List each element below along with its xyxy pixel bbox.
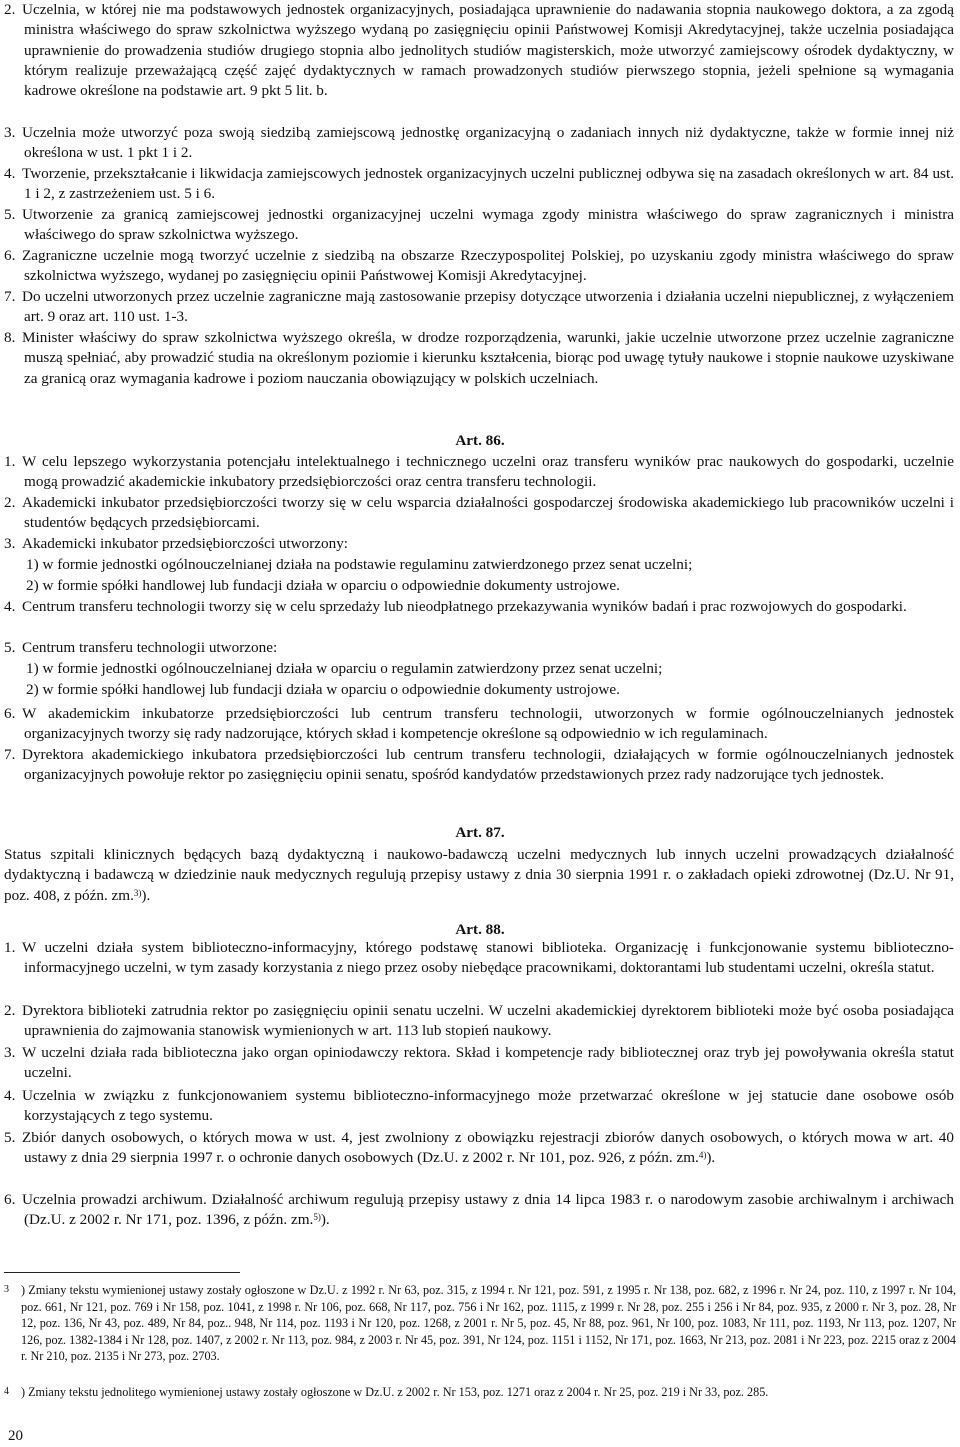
paragraph-number: 2. — [4, 1, 16, 18]
paragraph-number: 5. — [4, 639, 16, 656]
art86-paragraph-4 — [4, 597, 954, 617]
paragraph-number: 4. — [4, 598, 16, 615]
art86-paragraph-5 — [4, 638, 954, 658]
art86-p5-item-1: 1) w formie jednostki ogólnouczelnianej działa w oparciu o regulamin zatwierdzony przez senat uczelni; — [26, 660, 663, 677]
paragraph-number: 5. — [4, 1129, 16, 1146]
art86-p3-item-2: 2) w formie spółki handlowej lub fundacji działa w oparciu o odpowiednie dokumenty ustrojowe. — [26, 577, 620, 594]
art88-paragraph-6 — [4, 1190, 954, 1231]
paragraph-text: Dyrektora akademickiego inkubatora przedsiębiorczości lub centrum transferu technologii, działających w formie ogólnouczelnianych jednostek organizacyjnych powołuje rektor po zasięgnięciu opinii senatu, spośród kandydatów przedstawionych przez rady nadzorujące tych jednostek. — [22, 746, 954, 784]
paragraph-6 — [4, 246, 954, 287]
art86-paragraph-2 — [4, 493, 954, 534]
paragraph-text: Centrum transferu technologii tworzy się w celu sprzedaży lub nieodpłatnego przekazywania wyników badań i prac rozwojowych do gospodarki. — [22, 598, 907, 615]
paragraph-number: 6. — [4, 1191, 16, 1208]
article-86-heading: Art. 86. — [455, 432, 505, 449]
paragraph-number: 2. — [4, 1002, 16, 1019]
paragraph-body: Uczelnia prowadzi archiwum. Działalność archiwum regulują przepisy ustawy z dnia 14 lipca 1983 r. o narodowym zasobie archiwalnym i archiwach (Dz.U. z 2002 r. Nr 171, poz. 1396, z późn. zm. — [22, 1191, 954, 1229]
paragraph-number: 1. — [4, 453, 16, 470]
paragraph-text: Dyrektora biblioteki zatrudnia rektor po zasięgnięciu opinii senatu uczelni. W uczelni akademickiej dyrektorem biblioteki może być osoba posiadająca uprawnienia do zajmowania stanowisk wymienionych w art. 113 lub stopień naukowy. — [22, 1002, 954, 1040]
paragraph-body: Zbiór danych osobowych, o których mowa w ust. 4, jest zwolniony z obowiązku rejestracji zbiorów danych osobowych, o których mowa w art. 40 ustawy z dnia 29 sierpnia 1997 r. o ochronie danych osobowych (Dz.U. z 2002 r. Nr 101, poz. 926, z późn. zm. — [22, 1129, 954, 1167]
paragraph-7 — [4, 287, 954, 328]
art87-body: Status szpitali klinicznych będących bazą dydaktyczną i naukowo-badawczą uczelni medycznych lub innych uczelni prowadzących działalność dydaktyczną i badawczą w dziedzinie nauk medycznych regulują przepisy ustawy z dnia 30 sierpnia 1991 r. o zakładach opieki zdrowotnej (Dz.U. Nr 91, poz. 408, z późn. zm. — [4, 846, 954, 904]
paragraph-text: W uczelni działa rada biblioteczna jako organ opiniodawczy rektora. Skład i kompetencje rady bibliotecznej oraz tryb jej powoływania określa statut uczelni. — [22, 1044, 954, 1082]
footnote-ref-5[interactable]: 5) — [313, 1212, 321, 1223]
paragraph-5 — [4, 205, 954, 246]
paragraph-number: 7. — [4, 288, 16, 305]
art88-paragraph-5 — [4, 1128, 954, 1169]
art88-paragraph-2 — [4, 1001, 954, 1042]
paragraph-number: 4. — [4, 1087, 16, 1104]
paragraph-4 — [4, 164, 954, 205]
paragraph-text: W akademickim inkubatorze przedsiębiorczości lub centrum transferu technologii, utworzonych w formie ogólnouczelnianych jednostek organizacyjnych tworzy się rady nadzorujące, których skład i kompetencje określone są odpowiednio w ich regulaminach. — [22, 705, 954, 743]
paragraph-number: 5. — [4, 206, 16, 223]
paragraph-text: W uczelni działa system biblioteczno-informacyjny, którego podstawę stanowi biblioteka. Organizację i funkcjonowanie systemu biblioteczno-informacyjnego uczelni, w tym zasady korzystania z niego przez osoby niebędące pracownikami, doktorantami lub studentami uczelni, określa statut. — [22, 939, 954, 977]
paragraph-text: Akademicki inkubator przedsiębiorczości utworzony: — [22, 535, 349, 552]
article-87-heading: Art. 87. — [455, 824, 505, 841]
paragraph-text: Tworzenie, przekształcanie i likwidacja zamiejscowych jednostek organizacyjnych uczelni publicznej odbywa się na zasadach określonych w art. 84 ust. 1 i 2, z zastrzeżeniem ust. 5 i 6. — [22, 165, 954, 203]
art88-paragraph-3 — [4, 1043, 954, 1084]
paragraph-number: 6. — [4, 705, 16, 722]
art87-tail: ). — [141, 886, 151, 904]
art88-paragraph-4 — [4, 1086, 954, 1127]
art88-paragraph-1 — [4, 938, 954, 979]
art86-paragraph-3 — [4, 534, 954, 554]
art86-p3-item-1: 1) w formie jednostki ogólnouczelnianej działa na podstawie regulaminu zatwierdzonego przez senat uczelni; — [26, 556, 693, 573]
paragraph-8 — [4, 328, 954, 389]
paragraph-text: Uczelnia, w której nie ma podstawowych jednostek organizacyjnych, posiadająca uprawnienie do nadawania stopnia naukowego doktora, a za zgodą ministra właściwego do spraw szkolnictwa wyższego wydaną po zasięgnięciu opinii Państwowej Komisji Akredytacyjnej, także uczelnia posiadająca uprawnienie do prowadzenia studiów drugiego stopnia albo jednolitych studiów magisterskich, może utworzyć zamiejscowy ośrodek dydaktyczny, w którym realizuje przeważającą część zajęć dydaktycznych w ramach prowadzonych studiów pierwszego stopnia, jeżeli spełnione są wymagania kadrowe określone na podstawie art. 9 pkt 5 lit. b. — [22, 1, 954, 100]
paragraph-text: Uczelnia może utworzyć poza swoją siedzibą zamiejscową jednostkę organizacyjną o zadaniach innych niż dydaktyczne, także w formie innej niż określona w ust. 1 pkt 1 i 2. — [22, 124, 954, 162]
footnote-ref-4[interactable]: 4) — [698, 1150, 707, 1161]
paragraph-text: Do uczelni utworzonych przez uczelnie zagraniczne mają zastosowanie przepisy dotyczące utworzenia i działania uczelni niepublicznej, z wyłączeniem art. 9 oraz art. 110 ust. 1-3. — [22, 288, 954, 326]
footnote-separator — [4, 1272, 240, 1273]
paragraph-3 — [4, 123, 954, 164]
art86-paragraph-1 — [4, 452, 954, 493]
art86-paragraph-6 — [4, 704, 954, 745]
paragraph-tail: ). — [320, 1211, 330, 1229]
paragraph-number: 3. — [4, 1044, 16, 1061]
paragraph-text: Zagraniczne uczelnie mogą tworzyć uczelnie z siedzibą na obszarze Rzeczypospolitej Polskiej, po uzyskaniu zgody ministra właściwego do spraw szkolnictwa wyższego, wydanej po zasięgnięciu opinii Państwowej Komisji Akredytacyjnej. — [22, 247, 954, 285]
paragraph-number: 2. — [4, 494, 16, 511]
paragraph-text: W celu lepszego wykorzystania potencjału intelektualnego i technicznego uczelni oraz transferu wyników prac naukowych do gospodarki, uczelnie mogą prowadzić akademickie inkubatory przedsiębiorczości oraz centra transferu technologii. — [22, 453, 954, 491]
paragraph-text: Akademicki inkubator przedsiębiorczości tworzy się w celu wsparcia działalności gospodarczej środowiska akademickiego lub pracowników uczelni i studentów będących przedsiębiorcami. — [22, 494, 954, 532]
footnote-3 — [4, 1282, 956, 1365]
paragraph-text — [4, 1128, 954, 1169]
footnote-text: ) Zmiany tekstu jednolitego wymienionej ustawy zostały ogłoszone w Dz.U. z 2002 r. Nr 153, poz. 1271 oraz z 2004 r. Nr 25, poz. 219 i Nr 33, poz. 285. — [21, 1385, 769, 1399]
footnote-4 — [4, 1384, 956, 1401]
footnote-text: ) Zmiany tekstu wymienionej ustawy zostały ogłoszone w Dz.U. z 1992 r. Nr 63, poz. 315, z 1994 r. Nr 121, poz. 591, z 1995 r. Nr 138, poz. 682, z 1996 r. Nr 24, poz. 110, z 1997 r. Nr 104, poz. 661, Nr 121, poz. 769 i Nr 158, poz. 1041, z 1998 r. Nr 106, poz. 668, Nr 117, poz. 756 i Nr 162, poz. 1115, z 1999 r. Nr 28, poz. 255 i 256 i Nr 84, poz. 935, z 2000 r. Nr 3, poz. 28, Nr 12, poz. 136, Nr 43, poz. 489, Nr 84, poz.. 948, Nr 114, poz. 1193 i Nr 120, poz. 1268, z 2001 r. Nr 5, poz. 45, Nr 88, poz. 961, Nr 100, poz. 1083, Nr 111, poz. 1193, Nr 113, poz. 1207, Nr 126, poz. 1382-1384 i Nr 128, poz. 1407, z 2002 r. Nr 113, poz. 984, z 2003 r. Nr 45, poz. 391, Nr 124, poz. 1151 i 1152, Nr 171, poz. 1663, Nr 213, poz. 2081 i Nr 223, poz. 2215 oraz z 2004 r. Nr 210, poz. 2135 i Nr 273, poz. 2703. — [21, 1283, 956, 1364]
art86-paragraph-7 — [4, 745, 954, 786]
footnote-number: 3 — [4, 1284, 9, 1295]
paragraph-text: Utworzenie za granicą zamiejscowej jednostki organizacyjnej uczelni wymaga zgody ministra właściwego do spraw zagranicznych i ministra właściwego do spraw szkolnictwa wyższego. — [22, 206, 954, 244]
paragraph-number: 8. — [4, 329, 16, 346]
paragraph-number: 7. — [4, 746, 16, 763]
paragraph-number: 3. — [4, 124, 16, 141]
paragraph-text: Minister właściwy do spraw szkolnictwa wyższego określa, w drodze rozporządzenia, warunki, jakie uczelnie utworzone przez uczelnie zagraniczne muszą spełniać, aby prowadzić studia na określonym poziomie i kierunku kształcenia, biorąc pod uwagę tytuły naukowe i stopnie naukowe uzyskiwane za granicą oraz wymagania kadrowe i poziom nauczania obowiązujący w polskich uczelniach. — [22, 329, 954, 387]
footnote-number: 4 — [4, 1386, 9, 1397]
page-number: 20 — [8, 1428, 23, 1444]
footnote-ref-3[interactable]: 3) — [133, 887, 142, 898]
paragraph-number: 6. — [4, 247, 16, 264]
paragraph-number: 1. — [4, 939, 16, 956]
paragraph-number: 4. — [4, 165, 16, 182]
paragraph-text — [4, 1190, 954, 1231]
paragraph-tail: ). — [706, 1149, 716, 1167]
art87-text — [4, 845, 954, 906]
paragraph-text: Centrum transferu technologii utworzone: — [22, 639, 278, 656]
article-88-heading: Art. 88. — [455, 921, 505, 938]
paragraph-text: Uczelnia w związku z funkcjonowaniem systemu biblioteczno-informacyjnego może przetwarzać określone w jej statucie dane osobowe osób korzystających z tego systemu. — [22, 1087, 954, 1125]
art86-p5-item-2: 2) w formie spółki handlowej lub fundacji działa w oparciu o odpowiednie dokumenty ustrojowe. — [26, 681, 620, 698]
paragraph-2 — [4, 0, 954, 101]
paragraph-number: 3. — [4, 535, 16, 552]
